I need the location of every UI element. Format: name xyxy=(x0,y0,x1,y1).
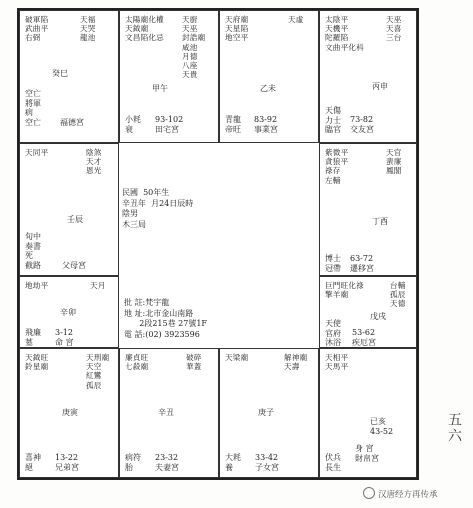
stem-branch: 壬辰 xyxy=(67,215,83,224)
palace-name: 3-12 命 宮 xyxy=(55,328,74,347)
palace-yin xyxy=(19,348,119,478)
palace-wei xyxy=(219,10,319,143)
main-stars: 破軍陷 武曲平 右弼 xyxy=(25,15,49,43)
stem-branch: 甲午 xyxy=(152,84,168,93)
palace-name: 福德宮 xyxy=(60,118,84,127)
palace-name: 53-62 疾厄宮 xyxy=(352,328,376,347)
ziwei-chart xyxy=(17,8,419,480)
palace-si xyxy=(19,10,119,143)
stem-branch: 乙未 xyxy=(260,84,276,93)
minor-stars: 天廚 天巫 封誥廟 咸池 月德 八座 天貴 xyxy=(182,15,206,80)
stem-branch: 已亥 43-52 xyxy=(370,417,394,436)
main-stars: 太陰平 天機平 陀羅陷 文曲平化科 xyxy=(325,15,364,52)
palace-name: 73-82 交友宮 xyxy=(350,115,374,134)
gods: 青龍 帝旺 xyxy=(225,115,241,134)
main-stars: 天梁廟 xyxy=(225,353,249,362)
minor-stars: 破碎 華蓋 xyxy=(186,353,202,372)
gods: 病符 胎 xyxy=(125,453,141,472)
minor-stars: 天虛 xyxy=(288,15,304,24)
minor-stars: 解神廟 天壽 xyxy=(284,353,308,372)
contact-info: 批 註:梵宇龍 地 址:北市金山南路 2段215巷 27號1F 電 話:(02) 3923596 xyxy=(124,298,207,339)
palace-name: 63-72 遷移宮 xyxy=(350,254,374,273)
center-info xyxy=(119,143,319,348)
stem-branch: 庚寅 xyxy=(62,408,78,417)
stem-branch: 戊戌 xyxy=(370,312,386,321)
gods: 天使 官府 沐浴 xyxy=(325,319,341,347)
stem-branch: 癸巳 xyxy=(52,69,68,78)
stem-branch: 辛卯 xyxy=(60,308,76,317)
palace-mao xyxy=(19,276,119,348)
stem-branch: 丙申 xyxy=(372,82,388,91)
minor-stars: 天福 天哭 龍池 xyxy=(80,15,96,43)
minor-stars: 天巫 天喜 三台 xyxy=(386,15,402,43)
palace-chen xyxy=(19,143,119,276)
main-stars: 天相平 天馬平 xyxy=(325,353,349,372)
wechat-icon xyxy=(363,487,375,499)
palace-xu xyxy=(319,276,417,348)
palace-name: 83-92 事業宮 xyxy=(254,115,278,134)
watermark-text: 汉唐经方再传承 xyxy=(378,490,438,500)
palace-name: 33-42 子女宮 xyxy=(255,453,279,472)
palace-name: 13-22 兄弟宮 xyxy=(55,453,79,472)
main-stars: 廉貞旺 七殺廟 xyxy=(125,353,149,372)
main-stars: 巨門旺化祿 擎羊廟 xyxy=(325,281,364,300)
palace-shen xyxy=(319,10,417,143)
palace-hai xyxy=(319,348,417,478)
palace-name: 身 宮 財帛宮 xyxy=(355,444,379,463)
gods: 小耗 衰 xyxy=(125,115,141,134)
gods: 飛廉 墓 xyxy=(25,328,41,347)
palace-name: 父母宮 xyxy=(62,261,86,270)
birth-info: 民國 50年生 辛丑年 月24日辰時 陰男 木三局 xyxy=(122,188,194,229)
main-stars: 天同平 xyxy=(25,148,49,157)
gods: 空亡 將軍 病 空亡 xyxy=(25,89,41,127)
minor-stars: 天刑廟 天空 紅鸞 孤辰 xyxy=(86,353,110,390)
gods: 伏兵 長生 xyxy=(325,453,341,472)
minor-stars: 陰煞 天才 恩光 xyxy=(86,148,102,176)
main-stars: 天府廟 天星陷 地空平 xyxy=(225,15,249,43)
palace-you xyxy=(319,143,417,276)
stem-branch: 丁酉 xyxy=(372,217,388,226)
main-stars: 太陽廟化權 天鉞廟 文昌陷化忌 xyxy=(125,15,164,43)
palace-name: 93-102 田宅宮 xyxy=(155,115,184,134)
watermark xyxy=(363,487,438,500)
stem-branch: 辛丑 xyxy=(158,408,174,417)
palace-zi xyxy=(219,348,319,478)
gods: 博士 冠帶 xyxy=(325,254,341,273)
main-stars: 天鉞旺 鈴星廟 xyxy=(25,353,49,372)
minor-stars: 台輔 孤辰 天德 xyxy=(390,281,406,309)
minor-stars: 天官 蜚廉 鳳閣 xyxy=(386,148,402,176)
palace-chou xyxy=(119,348,219,478)
palace-name: 23-32 夫妻宮 xyxy=(155,453,179,472)
gods: 天傷 力士 臨官 xyxy=(325,106,341,134)
palace-wu xyxy=(119,10,219,143)
page-number: 五六 xyxy=(446,412,462,444)
gods: 大耗 養 xyxy=(225,453,241,472)
main-stars: 紫微平 貪狼平 祿存 左輔 xyxy=(325,148,349,185)
gods: 旬中 奏書 死 截路 xyxy=(25,232,41,270)
main-stars: 地劫平 xyxy=(25,281,49,290)
stem-branch: 庚子 xyxy=(258,408,274,417)
minor-stars: 天月 xyxy=(90,281,106,290)
gods: 喜神 絕 xyxy=(25,453,41,472)
